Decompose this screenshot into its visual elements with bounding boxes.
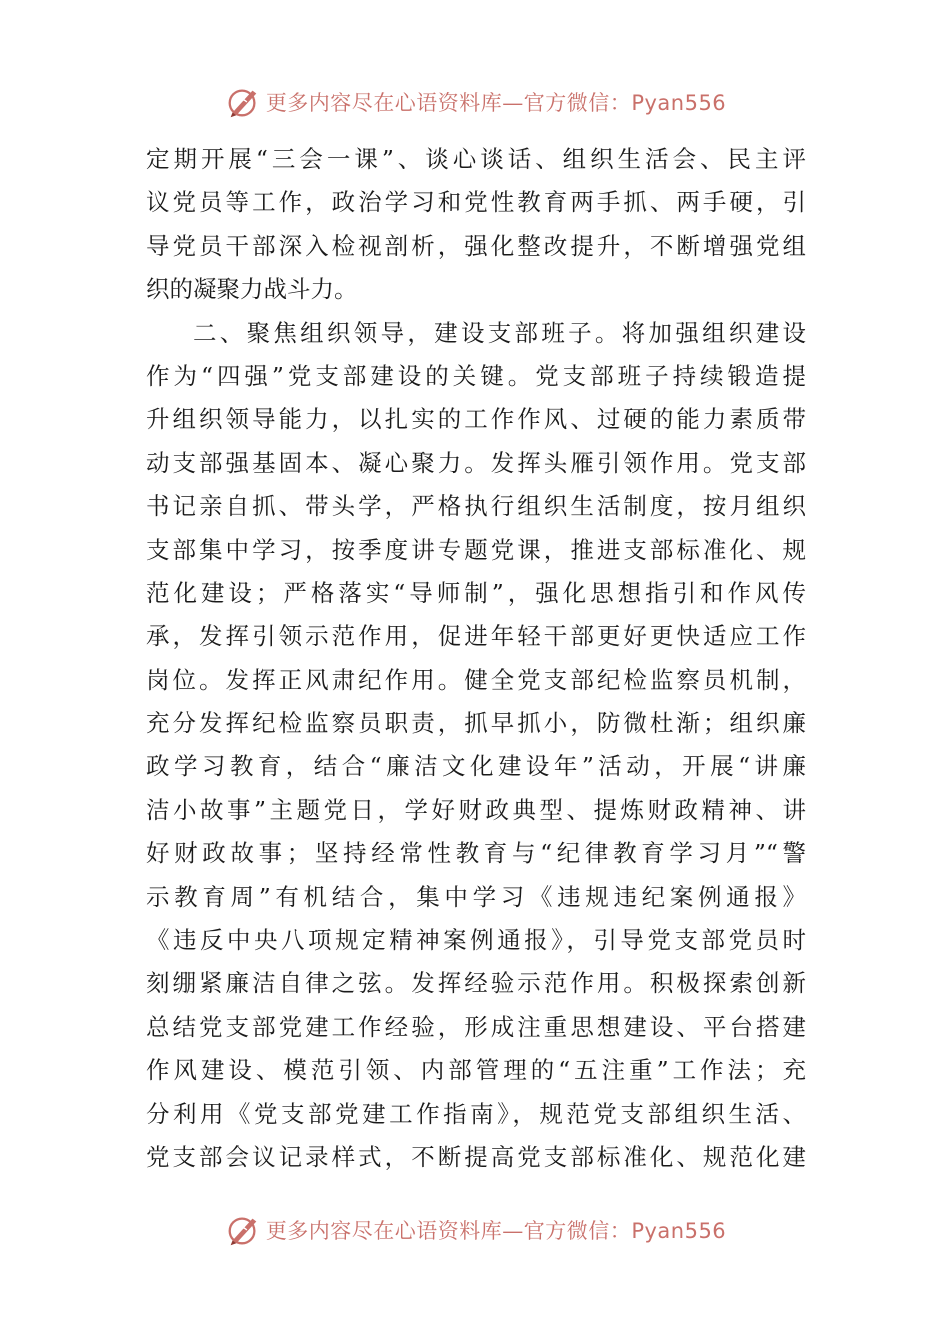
body-line: 支部集中学习，按季度讲专题党课，推进支部标准化、规 <box>146 535 806 564</box>
pen-logo-icon <box>224 1211 262 1249</box>
body-line: 织的凝聚力战斗力。 <box>146 275 358 304</box>
body-line: 好财政故事；坚持经常性教育与“纪律教育学习月”“警 <box>146 839 806 868</box>
body-line: 议党员等工作，政治学习和党性教育两手抓、两手硬，引 <box>146 188 806 217</box>
body-line: 定期开展“三会一课”、谈心谈话、组织生活会、民主评 <box>146 145 806 173</box>
footer-banner <box>0 1208 950 1252</box>
body-line: 《违反中央八项规定精神案例通报》，引导党支部党员时 <box>146 926 806 955</box>
body-line: 党支部会议记录样式，不断提高党支部标准化、规范化建 <box>146 1142 806 1171</box>
body-line: 分利用《党支部党建工作指南》，规范党支部组织生活、 <box>146 1099 806 1128</box>
body-line: 书记亲自抓、带头学，严格执行组织生活制度，按月组织 <box>146 492 806 521</box>
body-line: 导党员干部深入检视剖析，强化整改提升，不断增强党组 <box>146 231 806 260</box>
body-line: 作为“四强”党支部建设的关键。党支部班子持续锻造提 <box>146 361 806 390</box>
body-line: 政学习教育，结合“廉洁文化建设年”活动，开展“讲廉 <box>146 752 806 781</box>
banner-text: 更多内容尽在心语资料库—官方微信：Pyan556 <box>265 1219 727 1243</box>
document-body <box>146 138 806 1179</box>
wechat-id: Pyan556 <box>631 1219 727 1243</box>
body-line: 升组织领导能力，以扎实的工作作风、过硬的能力素质带 <box>146 405 806 434</box>
wechat-id: Pyan556 <box>631 91 727 115</box>
banner-text: 更多内容尽在心语资料库—官方微信：Pyan556 <box>265 91 727 115</box>
body-line: 示教育周”有机结合，集中学习《违规违纪案例通报》 <box>146 882 806 911</box>
body-line: 范化建设；严格落实“导师制”，强化思想指引和作风传 <box>146 578 806 607</box>
body-line: 充分发挥纪检监察员职责，抓早抓小，防微杜渐；组织廉 <box>146 709 806 738</box>
body-line: 总结党支部党建工作经验，形成注重思想建设、平台搭建 <box>146 1012 806 1041</box>
pen-logo-icon <box>224 83 262 121</box>
body-line: 洁小故事”主题党日，学好财政典型、提炼财政精神、讲 <box>146 795 806 824</box>
body-line: 刻绷紧廉洁自律之弦。发挥经验示范作用。积极探索创新 <box>146 969 806 998</box>
body-line: 动支部强基固本、凝心聚力。发挥头雁引领作用。党支部 <box>146 448 806 477</box>
body-line: 作风建设、模范引领、内部管理的“五注重”工作法；充 <box>146 1056 806 1085</box>
header-banner <box>0 80 950 124</box>
body-line: 承，发挥引领示范作用，促进年轻干部更好更快适应工作 <box>146 622 806 651</box>
section-heading-line: 二、聚焦组织领导，建设支部班子。将加强组织建设 <box>193 318 806 347</box>
body-line: 岗位。发挥正风肃纪作用。健全党支部纪检监察员机制， <box>146 665 806 694</box>
